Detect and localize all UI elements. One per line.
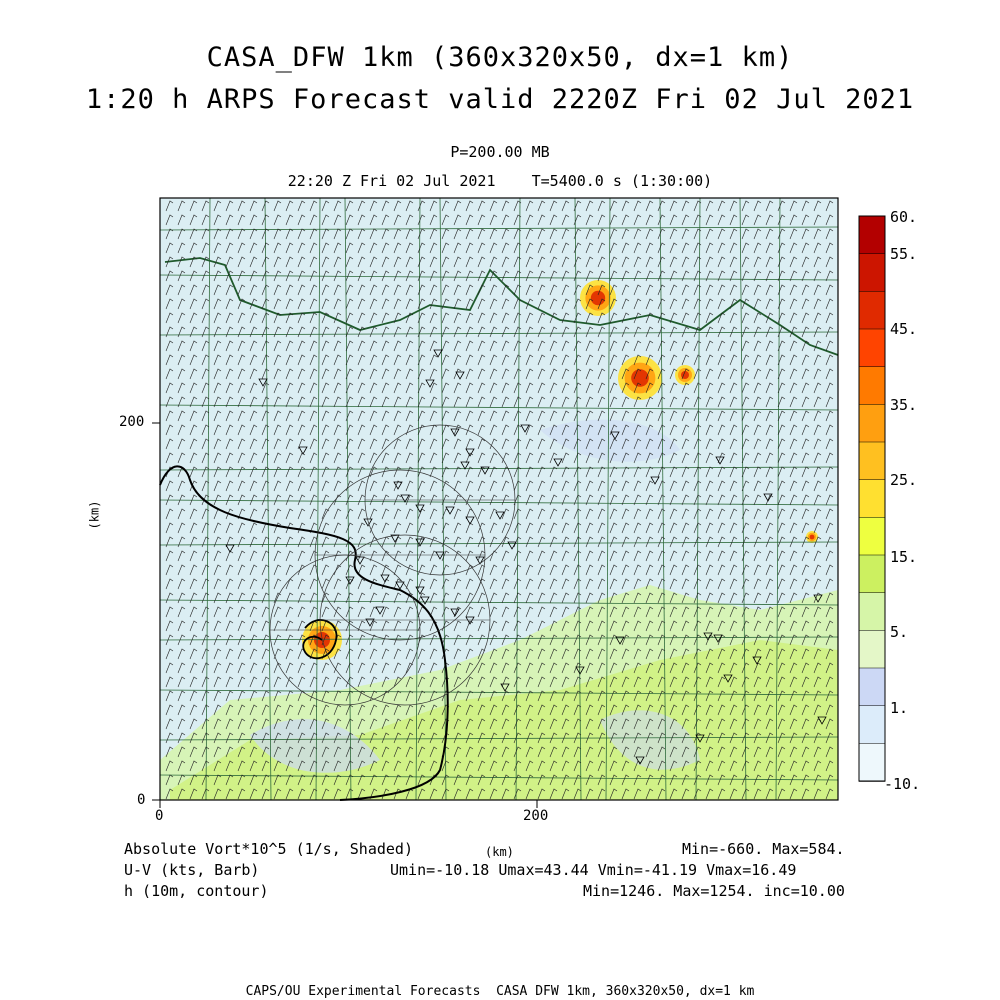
colorbar-label-60: 60.	[890, 208, 918, 226]
colorbar-label-1: 1.	[890, 699, 909, 717]
pressure-level: P=200.00 MB	[450, 143, 550, 161]
title-line-2: 1:20 h ARPS Forecast valid 2220Z Fri 02 Jul 2021	[85, 84, 915, 115]
y-tick-label-200: 200	[119, 414, 145, 430]
y-axis-unit: (km)	[87, 500, 102, 530]
y-tick-label-0: 0	[137, 792, 146, 808]
colorbar-label-15: 15.	[890, 548, 918, 566]
colorbar-swatch	[859, 517, 885, 555]
legend-vorticity: Absolute Vort*10^5 (1/s, Shaded)	[124, 840, 413, 858]
colorbar-swatch	[859, 630, 885, 668]
colorbar-swatch	[859, 291, 885, 329]
colorbar	[859, 216, 885, 782]
colorbar-swatch	[859, 254, 885, 292]
stats-vorticity: Min=-660. Max=584.	[682, 840, 845, 858]
colorbar-swatch	[859, 404, 885, 442]
colorbar-swatch	[859, 367, 885, 405]
legend-wind: U-V (kts, Barb)	[124, 861, 260, 879]
colorbar-swatch	[859, 442, 885, 480]
storm-core-north-inner	[591, 291, 605, 305]
x-axis-unit: (km)	[485, 845, 514, 859]
legend-height: h (10m, contour)	[124, 882, 269, 900]
footer-credit: CAPS/OU Experimental Forecasts CASA DFW 1km, 360x320x50, dx=1 km	[245, 984, 755, 999]
colorbar-swatch	[859, 743, 885, 781]
x-tick-label-200: 200	[523, 808, 549, 824]
colorbar-swatch	[859, 216, 885, 254]
colorbar-swatch	[859, 593, 885, 631]
colorbar-label-55: 55.	[890, 245, 918, 263]
title-line-1: CASA_DFW 1km (360x320x50, dx=1 km)	[206, 42, 794, 73]
colorbar-swatch	[859, 706, 885, 744]
colorbar-swatch	[859, 668, 885, 706]
storm-core-far-east-inner	[810, 535, 815, 540]
colorbar-swatch	[859, 329, 885, 367]
vorticity-shading	[160, 198, 838, 800]
colorbar-swatch	[859, 555, 885, 593]
colorbar-label-35: 35.	[890, 396, 918, 414]
colorbar-label-5: 5.	[890, 623, 909, 641]
colorbar-swatch	[859, 480, 885, 518]
valid-time: 22:20 Z Fri 02 Jul 2021 T=5400.0 s (1:30:00)	[287, 172, 713, 190]
stats-wind: Umin=-10.18 Umax=43.44 Vmin=-41.19 Vmax=16.49	[390, 861, 797, 879]
colorbar-label-25: 25.	[890, 471, 918, 489]
colorbar-label-minus10: -10.	[884, 775, 921, 793]
colorbar-label-45: 45.	[890, 320, 918, 338]
x-tick-label-0: 0	[155, 808, 164, 824]
stats-height: Min=1246. Max=1254. inc=10.00	[583, 882, 845, 900]
